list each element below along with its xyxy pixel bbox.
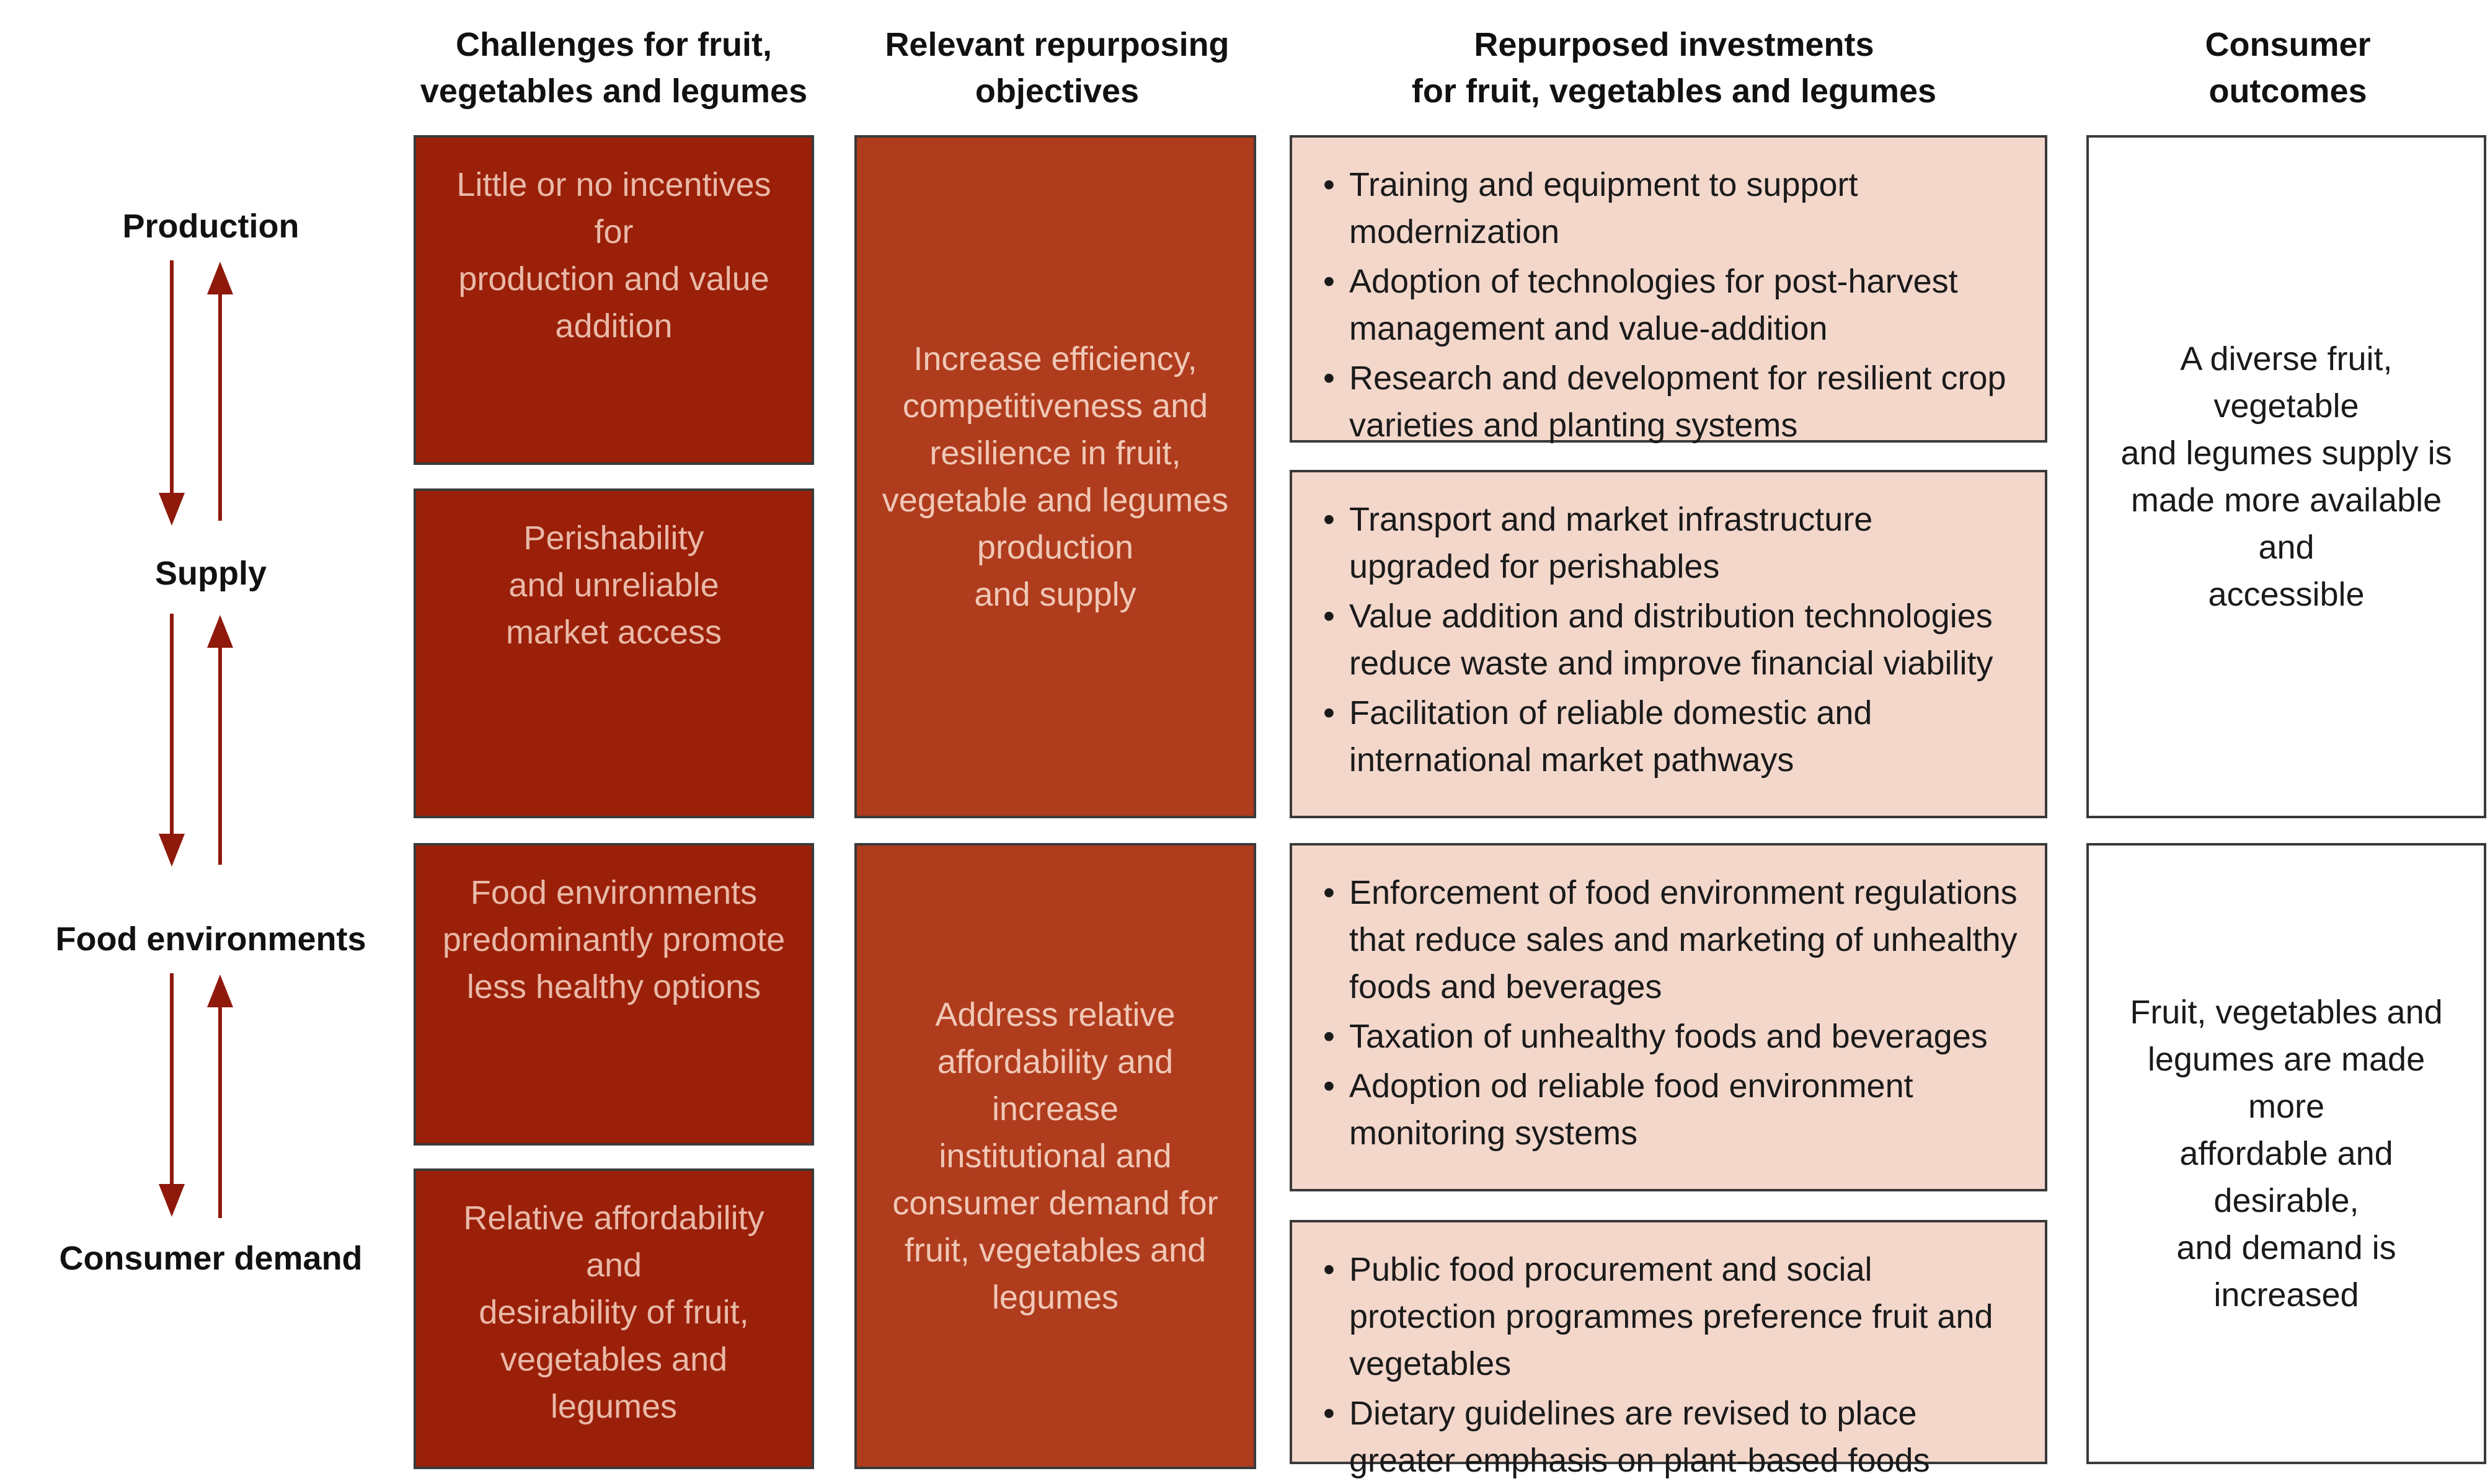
stage-production: Production — [122, 208, 299, 245]
outcome-demand-text: Fruit, vegetables and legumes are made more affordable and desirable, and demand is increased — [2130, 994, 2443, 1314]
investment-food-env-item: • Adoption od reliable food environment monitoring systems — [1323, 1067, 1913, 1152]
header-investments: Repurposed investments for fruit, vegetables and legumes — [1411, 26, 1937, 110]
investment-supply-item: • Value addition and distribution technologies reduce waste and improve financial viability — [1323, 598, 1993, 682]
challenge-affordability-box — [414, 1168, 814, 1469]
challenge-incentives-text: Little or no incentives for production and value addition — [456, 166, 771, 345]
investment-production-item: • Research and development for resilient crop varieties and planting systems — [1323, 360, 2006, 444]
investment-demand-item: • Dietary guidelines are revised to place greater emphasis on plant-based foods — [1323, 1395, 1930, 1479]
challenge-food-env-box — [414, 843, 814, 1146]
header-objectives: Relevant repurposing objectives — [885, 26, 1229, 110]
arrow-down-food-env-demand — [159, 973, 185, 1217]
investment-production-box — [1290, 135, 2047, 443]
challenge-affordability-text: Relative affordability and desirability of fruit, vegetables and legumes — [463, 1199, 764, 1425]
investment-food-env-box — [1290, 843, 2047, 1191]
stage-food-environments: Food environments — [55, 921, 366, 958]
investment-supply-item: • Facilitation of reliable domestic and international market pathways — [1323, 694, 1872, 779]
investment-demand-box — [1290, 1220, 2047, 1479]
investment-supply-item: • Transport and market infrastructure upgraded for perishables — [1323, 501, 1873, 585]
arrow-up-demand-food-env — [207, 974, 233, 1218]
challenge-perishability-box — [414, 488, 814, 818]
objective-affordability-box — [854, 843, 1256, 1469]
stage-consumer-demand: Consumer demand — [59, 1240, 363, 1277]
arrow-down-production-supply — [159, 260, 185, 526]
objective-efficiency-box — [854, 135, 1256, 818]
arrow-down-supply-food-env — [159, 614, 185, 867]
investment-food-env-item: • Enforcement of food environment regulations that reduce sales and marketing of unhealthy foods and beverages — [1323, 874, 2018, 1005]
outcome-supply-box — [2086, 135, 2486, 818]
challenge-food-env-text: Food environments predominantly promote less healthy options — [442, 874, 786, 1005]
investment-supply-box — [1290, 470, 2047, 818]
outcome-demand-box — [2086, 843, 2486, 1464]
arrow-up-supply-production — [207, 262, 233, 521]
challenge-perishability-text: Perishability and unreliable market access — [505, 519, 722, 651]
investment-food-env-item: • Taxation of unhealthy foods and beverages — [1323, 1018, 1988, 1055]
investment-demand-item: • Public food procurement and social protection programmes preference fruit and vegetables — [1323, 1251, 1993, 1382]
header-outcomes: Consumer outcomes — [2205, 26, 2371, 110]
investment-production-item: • Adoption of technologies for post-harvest management and value-addition — [1323, 263, 1958, 347]
objective-efficiency-text: Increase efficiency, competitiveness and resilience in fruit, vegetable and legumes production and supply — [882, 340, 1229, 613]
outcome-supply-text: A diverse fruit, vegetable and legumes supply is made more available and accessible — [2120, 340, 2452, 613]
stage-supply: Supply — [154, 555, 267, 592]
arrow-up-food-env-supply — [207, 615, 233, 865]
objective-affordability-text: Address relative affordability and increase institutional and consumer demand for fruit, vegetables and legumes — [892, 996, 1218, 1316]
header-challenges: Challenges for fruit, vegetables and legumes — [420, 26, 808, 110]
investment-production-item: • Training and equipment to support modernization — [1323, 166, 1858, 250]
challenge-incentives-box — [414, 135, 814, 465]
